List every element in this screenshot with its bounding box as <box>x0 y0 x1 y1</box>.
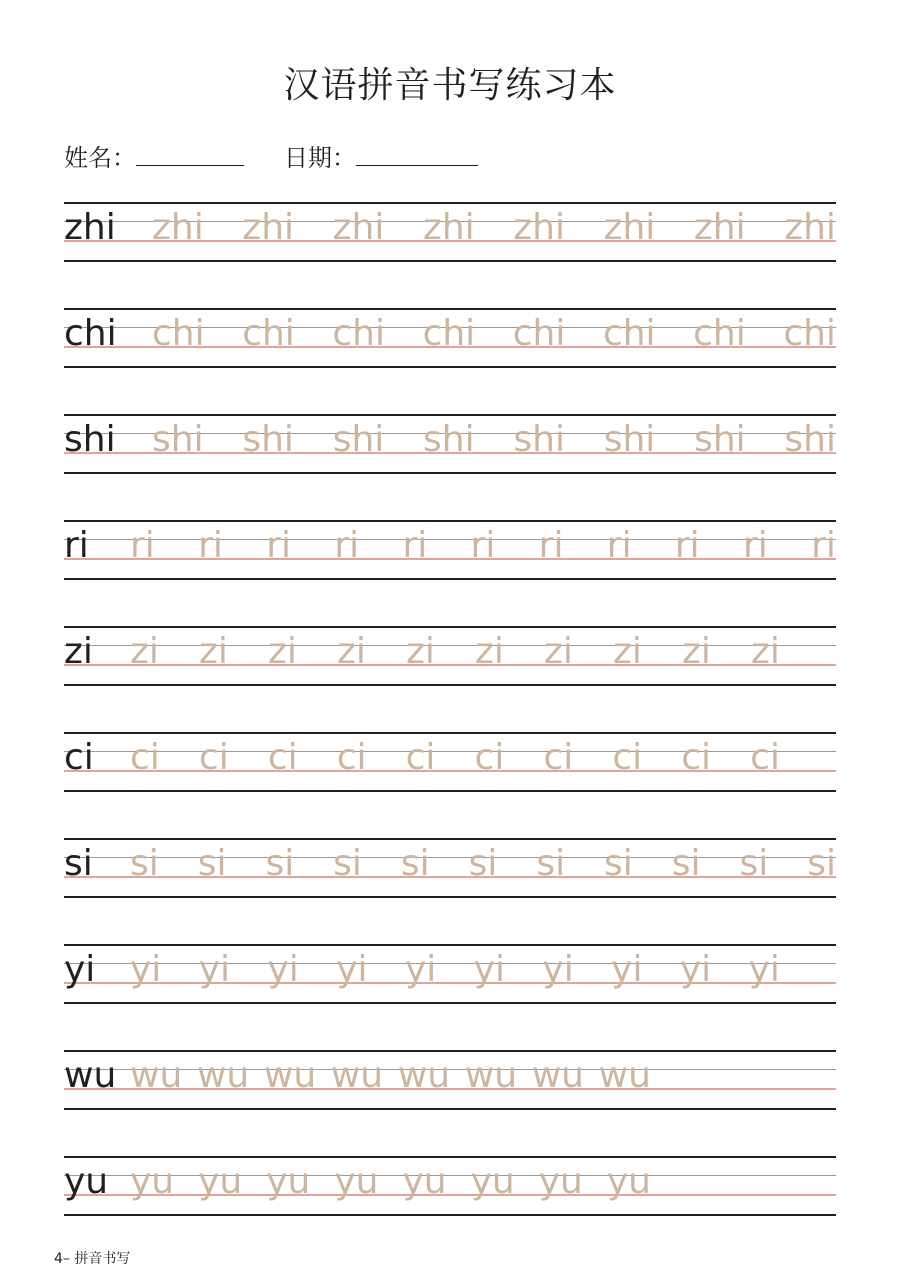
trace-syllable: yu <box>402 1161 447 1202</box>
guide-line-top <box>64 308 836 310</box>
trace-syllable: ri <box>402 525 428 566</box>
trace-syllables <box>152 312 836 368</box>
trace-syllable: si <box>130 843 159 884</box>
name-blank-line[interactable] <box>136 147 244 166</box>
trace-syllable: zi <box>406 631 435 672</box>
model-syllable: zhi <box>64 207 116 248</box>
guide-line-top <box>64 838 836 840</box>
trace-syllables <box>152 206 836 262</box>
trace-syllable: ci <box>543 737 574 778</box>
trace-syllable: wu <box>330 1055 384 1096</box>
trace-syllable: yu <box>198 1161 243 1202</box>
page-title: 汉语拼音书写练习本 <box>283 65 617 106</box>
trace-syllable: zhi <box>422 207 475 248</box>
trace-syllable: ri <box>470 525 496 566</box>
trace-syllable: chi <box>512 313 566 354</box>
guide-line-top <box>64 414 836 416</box>
trace-syllable: si <box>468 843 498 884</box>
trace-syllable: chi <box>693 313 746 354</box>
trace-syllable: shi <box>152 419 204 460</box>
writing-row-shi[interactable] <box>64 414 836 474</box>
model-syllable: si <box>64 843 93 884</box>
trace-syllable: si <box>604 843 633 884</box>
trace-syllable: zhi <box>603 207 656 248</box>
trace-syllable: wu <box>397 1055 451 1096</box>
trace-syllable: zi <box>544 631 573 672</box>
trace-syllable: shi <box>513 419 565 460</box>
writing-row-zi[interactable] <box>64 626 836 686</box>
trace-syllable: shi <box>694 419 746 460</box>
trace-syllable: ci <box>198 737 229 778</box>
model-syllable: yu <box>64 1161 109 1202</box>
trace-syllable: wu <box>531 1055 584 1096</box>
guide-line-top <box>64 732 836 734</box>
model-syllable: yi <box>64 949 96 990</box>
trace-syllable: zhi <box>784 207 836 248</box>
trace-syllable: chi <box>602 313 656 354</box>
trace-syllable: yu <box>334 1161 379 1202</box>
date-blank-line[interactable] <box>356 147 478 166</box>
writing-row-ci[interactable] <box>64 732 836 792</box>
trace-syllable: shi <box>784 419 836 460</box>
trace-syllable: yi <box>473 949 505 990</box>
trace-syllable: yi <box>542 949 574 990</box>
trace-syllables <box>130 630 780 686</box>
trace-syllables <box>130 842 836 898</box>
name-field <box>64 142 244 174</box>
trace-syllable: ri <box>334 525 360 566</box>
trace-syllable: ri <box>266 525 292 566</box>
model-syllable: shi <box>64 419 116 460</box>
writing-row-yu[interactable] <box>64 1156 836 1216</box>
trace-syllable: zi <box>337 631 366 672</box>
writing-row-yi[interactable] <box>64 944 836 1004</box>
model-syllable: ri <box>64 525 89 566</box>
trace-syllable: zi <box>682 631 711 672</box>
trace-syllable: yu <box>538 1161 583 1202</box>
trace-syllables <box>130 1160 651 1216</box>
trace-syllable: ci <box>750 737 780 778</box>
writing-row-wu[interactable] <box>64 1050 836 1110</box>
trace-syllable: ci <box>336 737 367 778</box>
trace-syllables <box>130 524 836 580</box>
trace-syllable: si <box>197 843 227 884</box>
trace-syllable: yi <box>267 949 299 990</box>
trace-syllable: ci <box>612 737 643 778</box>
trace-syllable: chi <box>783 313 836 354</box>
trace-syllable: si <box>807 843 836 884</box>
model-syllable: ci <box>64 737 94 778</box>
trace-syllable: zi <box>130 631 159 672</box>
trace-syllable: wu <box>130 1055 183 1096</box>
trace-syllable: ri <box>538 525 564 566</box>
model-syllable: zi <box>64 631 93 672</box>
trace-syllable: si <box>671 843 701 884</box>
trace-syllable: yi <box>404 949 437 990</box>
trace-syllable: ri <box>606 525 632 566</box>
trace-syllable: zi <box>268 631 297 672</box>
trace-syllable: ci <box>405 737 436 778</box>
writing-row-ri[interactable] <box>64 520 836 580</box>
model-syllable: chi <box>64 313 117 354</box>
page-footer: 4– 拼音书写 <box>54 1251 131 1267</box>
trace-syllable: si <box>536 843 566 884</box>
guide-line-top <box>64 944 836 946</box>
trace-syllable: ri <box>130 525 155 566</box>
guide-line-top <box>64 626 836 628</box>
trace-syllables <box>130 948 780 1004</box>
trace-syllables <box>152 418 836 474</box>
trace-syllable: shi <box>603 419 656 460</box>
writing-row-chi[interactable] <box>64 308 836 368</box>
trace-syllable: ci <box>130 737 160 778</box>
trace-syllable: ci <box>474 737 505 778</box>
guide-line-top <box>64 1156 836 1158</box>
trace-syllable: ri <box>742 525 768 566</box>
trace-syllable: zi <box>475 631 504 672</box>
trace-syllable: yu <box>266 1161 311 1202</box>
guide-line-top <box>64 202 836 204</box>
trace-syllables <box>130 736 780 792</box>
trace-syllable: ri <box>674 525 700 566</box>
trace-syllable: chi <box>332 313 385 354</box>
guide-line-top <box>64 1050 836 1052</box>
trace-syllable: ri <box>811 525 836 566</box>
trace-syllable: yi <box>336 949 368 990</box>
name-label: 姓名： <box>64 144 136 172</box>
trace-syllable: yi <box>748 949 780 990</box>
writing-row-si[interactable] <box>64 838 836 898</box>
writing-row-zhi[interactable] <box>64 202 836 262</box>
trace-syllable: ci <box>267 737 298 778</box>
trace-syllable: zi <box>199 631 228 672</box>
trace-syllable: chi <box>242 313 295 354</box>
date-label: 日期： <box>284 144 356 172</box>
trace-syllable: chi <box>152 313 205 354</box>
trace-syllable: zi <box>613 631 642 672</box>
trace-syllable: zhi <box>513 207 565 248</box>
trace-syllable: yu <box>606 1161 651 1202</box>
trace-syllable: wu <box>196 1055 250 1096</box>
trace-syllable: si <box>265 843 295 884</box>
trace-syllable: zhi <box>332 207 385 248</box>
trace-syllables <box>130 1054 651 1110</box>
trace-syllable: si <box>333 843 362 884</box>
trace-syllable: ci <box>681 737 712 778</box>
trace-syllable: shi <box>423 419 475 460</box>
guide-line-top <box>64 520 836 522</box>
trace-syllable: shi <box>242 419 294 460</box>
trace-syllable: yi <box>198 949 231 990</box>
trace-syllable: wu <box>464 1055 518 1096</box>
trace-syllable: zhi <box>693 207 746 248</box>
trace-syllable: si <box>739 843 769 884</box>
trace-syllable: yu <box>470 1161 515 1202</box>
trace-syllable: zhi <box>152 207 204 248</box>
trace-syllable: shi <box>332 419 385 460</box>
date-field <box>284 142 478 174</box>
trace-syllable: ri <box>198 525 223 566</box>
trace-syllable: si <box>400 843 430 884</box>
trace-syllable: yi <box>679 949 712 990</box>
trace-syllable: yi <box>130 949 162 990</box>
trace-syllable: yu <box>130 1161 175 1202</box>
trace-syllable: zhi <box>242 207 295 248</box>
trace-syllable: yi <box>611 949 643 990</box>
trace-syllable: wu <box>598 1055 651 1096</box>
trace-syllable: zi <box>751 631 780 672</box>
model-syllable: wu <box>64 1055 117 1096</box>
trace-syllable: wu <box>263 1055 317 1096</box>
trace-syllable: chi <box>422 313 476 354</box>
